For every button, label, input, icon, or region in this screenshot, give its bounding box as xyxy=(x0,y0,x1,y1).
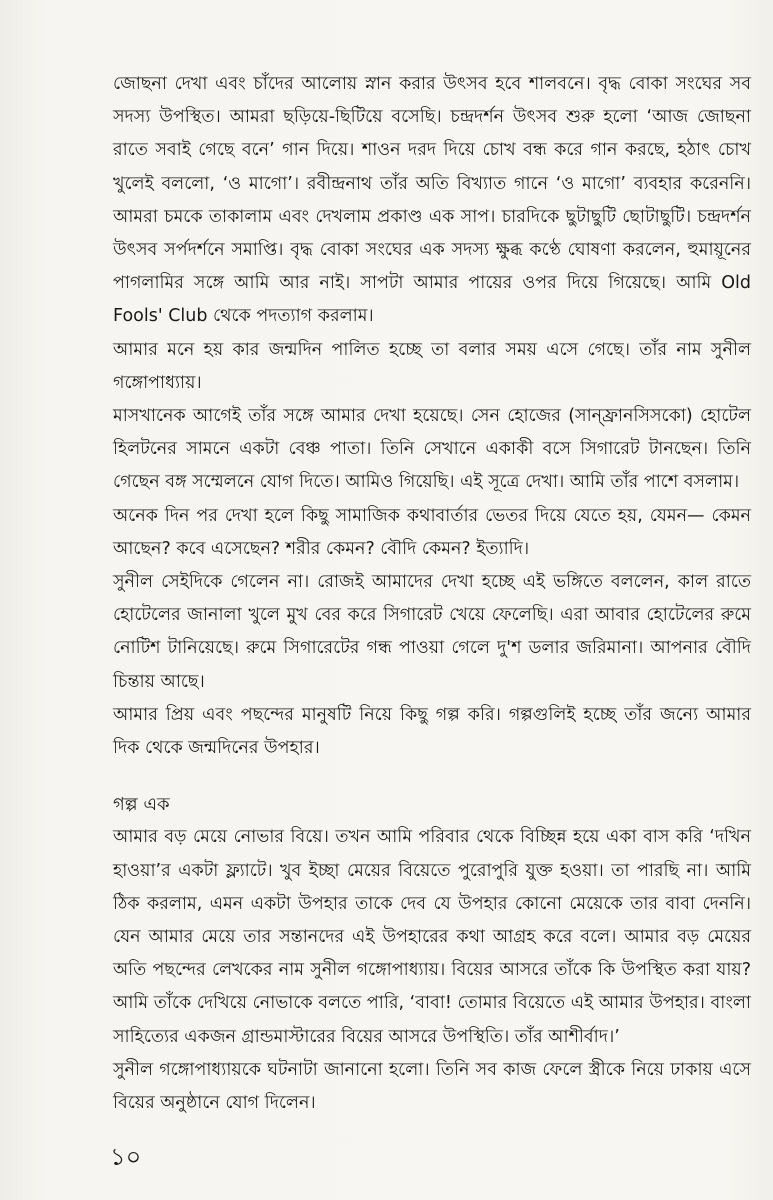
section-heading: গল্প এক xyxy=(113,794,170,816)
paragraph: মাসখানেক আগেই তাঁর সঙ্গে আমার দেখা হয়েছে। সেন হোজের (সান্‌ফ্রানসিসকো) হোটেল হিলটনের সামনে একটা বেঞ্চ পাতা। তিনি সেখানে একাকী বসে সিগারেট টানছেন। তিনি গেছেন বঙ্গ সম্মেলনে যোগ দিতে। আমিও গিয়েছি। এই সূত্রে দেখা। আমি তাঁর পাশে বসলাম। xyxy=(113,406,751,493)
page-number: ১০ xyxy=(110,1143,142,1171)
paragraph: সুনীল গঙ্গোপাধ্যায়কে ঘটনাটা জানানো হলো। তিনি সব কাজ ফেলে স্ত্রীকে নিয়ে ঢাকায় এসে বিয়ের অনুষ্ঠানে যোগ দিলেন। xyxy=(113,1059,751,1114)
paragraph: আমার প্রিয় এবং পছন্দের মানুষটি নিয়ে কিছু গল্প করি। গল্পগুলিই হচ্ছে তাঁর জন্যে আমার দিক থেকে জন্মদিনের উপহার। xyxy=(113,704,751,759)
paragraph: সুনীল সেইদিকে গেলেন না। রোজই আমাদের দেখা হচ্ছে এই ভঙ্গিতে বললেন, কাল রাতে হোটেলের জানালা খুলে মুখ বের করে সিগারেট খেয়ে ফেলেছি। এরা আবার হোটেলের রুমে নোটিশ টানিয়েছে। রুমে সিগারেটের গন্ধ পাওয়া গেলে দু'শ ডলার জরিমানা। আপনার বৌদি চিন্তায় আছে। xyxy=(113,572,751,692)
paragraph: জোছনা দেখা এবং চাঁদের আলোয় স্নান করার উৎসব হবে শালবনে। বৃদ্ধ বোকা সংঘের সব সদস্য উপস্থিত। আমরা ছড়িয়ে-ছিটিয়ে বসেছি। চন্দ্রদর্শন উৎসব শুরু হলো ‘আজ জোছনা রাতে সবাই গেছে বনে’ গান দিয়ে। শাওন দরদ দিয়ে চোখ বন্ধ করে গান করছে, হঠাৎ চোখ খুলেই বললো, ‘ও মাগো’। রবীন্দ্রনাথ তাঁর অতি বিখ্যাত গানে ‘ও মাগো’ ব্যবহার করেননি। আমরা চমকে তাকালাম এবং দেখলাম প্রকাণ্ড এক সাপ। চারদিকে ছুটাছুটি ছোটাছুটি। চন্দ্রদর্শন উৎসব সর্পদর্শনে সমাপ্তি। বৃদ্ধ বোকা সংঘের এক সদস্য ক্ষুব্ধ কণ্ঠে ঘোষণা করলেন, হুমায়ূনের পাগলামির সঙ্গে আমি আর নাই। সাপটা আমার পায়ের ওপর দিয়ে গিয়েছে। আমি Old Fools' Club থেকে পদত্যাগ করলাম। xyxy=(113,74,751,327)
paragraph: আমার মনে হয় কার জন্মদিন পালিত হচ্ছে তা বলার সময় এসে গেছে। তাঁর নাম সুনীল গঙ্গোপাধ্যায়। xyxy=(113,339,751,393)
body-text xyxy=(113,68,751,1120)
paragraph: আমার বড় মেয়ে নোভার বিয়ে। তখন আমি পরিবার থেকে বিচ্ছিন্ন হয়ে একা বাস করি ‘দখিন হাওয়া’র একটা ফ্ল্যাটে। খুব ইচ্ছা মেয়ের বিয়েতে পুরোপুরি যুক্ত হওয়া। তা পারছি না। আমি ঠিক করলাম, এমন একটা উপহার তাকে দেব যে উপহার কোনো মেয়েকে তার বাবা দেননি। যেন আমার মেয়ে তার সন্তানদের এই উপহারের কথা আগ্রহ করে বলে। আমার বড় মেয়ের অতি পছন্দের লেখকের নাম সুনীল গঙ্গোপাধ্যায়। বিয়ের আসরে তাঁকে কি উপস্থিত করা যায়? আমি তাঁকে দেখিয়ে নোভাকে বলতে পারি, ‘বাবা! তোমার বিয়েতে এই আমার উপহার। বাংলা সাহিত্যের একজন গ্রান্ডমাস্টারের বিয়ের আসরে উপস্থিতি। তাঁর আশীর্বাদ।’ xyxy=(113,827,751,1047)
paragraph: অনেক দিন পর দেখা হলে কিছু সামাজিক কথাবার্তার ভেতর দিয়ে যেতে হয়, যেমন— কেমন আছেন? কবে এসেছেন? শরীর কেমন? বৌদি কেমন? ইত্যাদি। xyxy=(113,505,751,559)
